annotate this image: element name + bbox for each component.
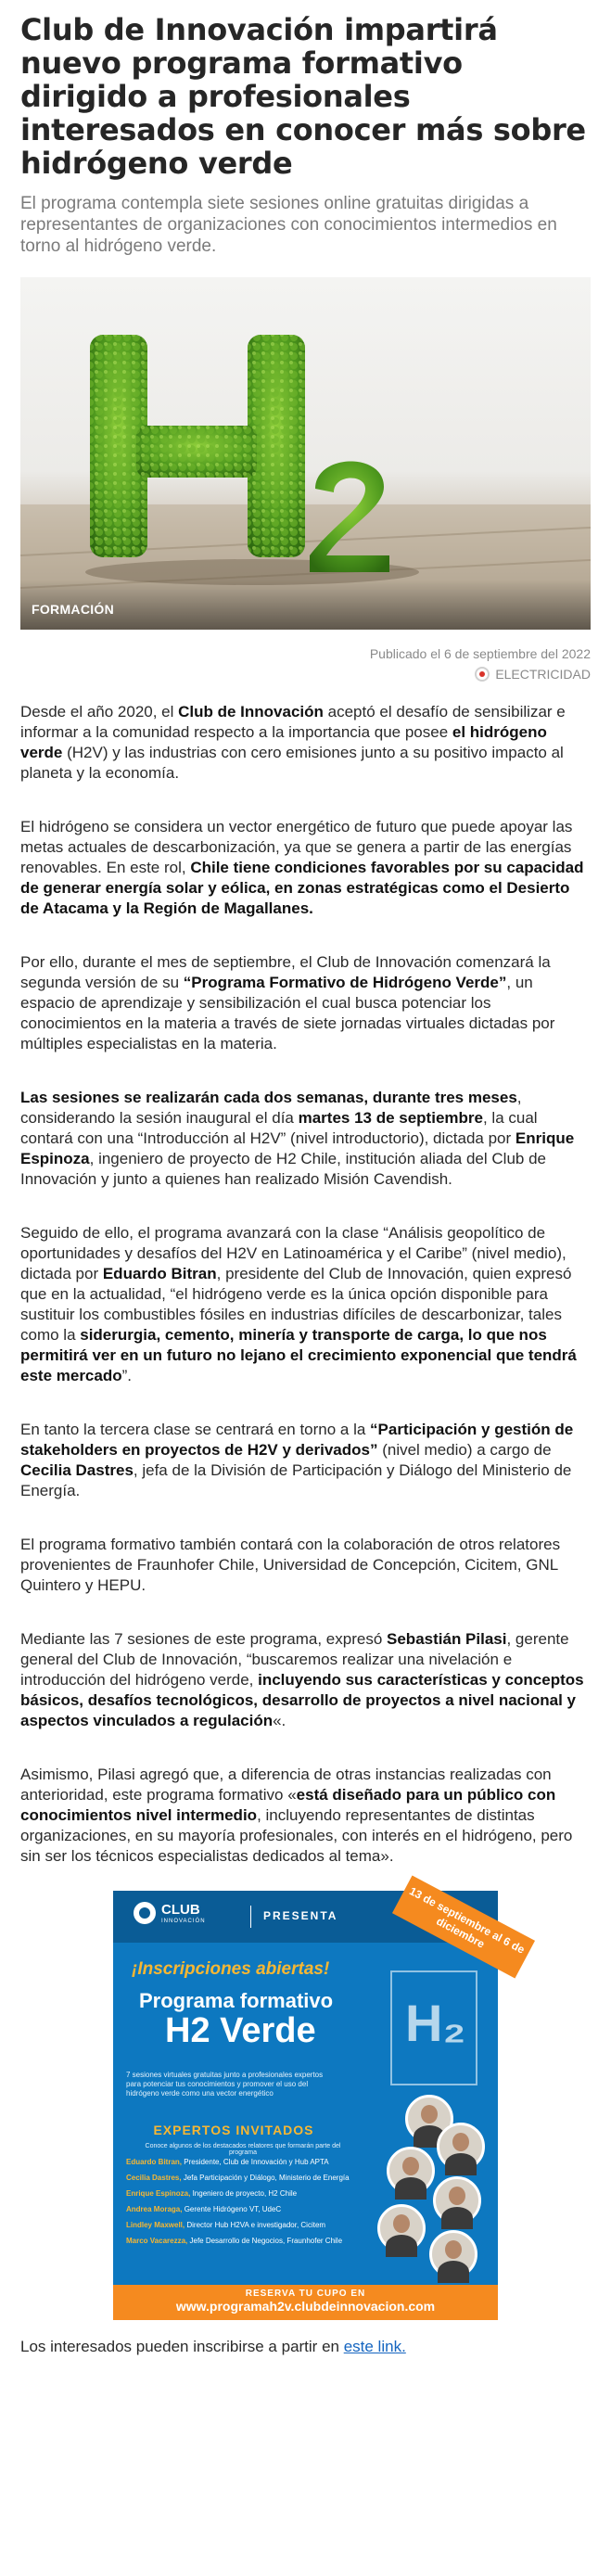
article-lead: El programa contempla siete sesiones online gratuitas dirigidas a representantes de organizaciones con conocimientos intermedios en torno al hidrógeno verde. <box>20 194 557 256</box>
category-link[interactable] <box>475 665 591 683</box>
poster-inscripciones: ¡Inscripciones abiertas! <box>132 1959 330 1979</box>
poster-experts-subtitle: Conoce algunos de los destacados relatores que formarán parte del programa <box>145 2143 341 2156</box>
expert-item: Cecilia Dastres, Jefa Participación y Diálogo, Ministerio de Energía <box>126 2174 350 2182</box>
poster-description: 7 sesiones virtuales gratuitas junto a profesionales expertos para potenciar tus conocimientos y promover el uso del hidrógeno verde como una vector energético <box>126 2071 324 2098</box>
expert-item: Andrea Moraga, Gerente Hidrógeno VT, UdeC <box>126 2205 282 2213</box>
expert-item: Marco Vacarezza, Jefe Desarrollo de Negocios, Fraunhofer Chile <box>126 2237 343 2245</box>
paragraph-2: El hidrógeno se considera un vector energético de futuro que puede apoyar las metas actuales de descarbonización, ya que se genera a partir de las energías renovables. En este rol, Chile tiene condiciones favorables por su capacidad de generar energía solar y eólica, en zonas estratégicas como el Desierto de Atacama y la Región de Magallanes. <box>20 818 584 917</box>
poster-url: www.programah2v.clubdeinnovacion.com <box>175 2299 436 2314</box>
hydrogen-leaf-icon <box>20 277 591 630</box>
poster-date-ribbon: 13 de septiembre al 6 de diciembre <box>392 1875 535 1978</box>
poster-presenta: PRESENTA <box>263 1909 338 1922</box>
club-logo: CLUB INNOVACIÓN <box>134 1902 206 1924</box>
paragraph-1: Desde el año 2020, el Club de Innovación aceptó el desafío de sensibilizar e informar a la comunidad respecto a la importancia que posee el hidrógeno verde (H2V) y las industrias con cero emisiones junto a su positivo impacto al planeta y la economía. <box>20 703 566 782</box>
expert-item: Lindley Maxwell, Director Hub H2VA e investigador, Cicitem <box>126 2221 326 2229</box>
poster-h2-verde: H2 Verde <box>165 2011 316 2050</box>
category-label: ELECTRICIDAD <box>495 667 591 682</box>
expert-photo <box>437 2123 485 2171</box>
club-logo-icon <box>134 1902 156 1924</box>
poster-program-label: Programa formativo <box>139 1989 334 2012</box>
expert-item: Enrique Espinoza, Ingeniero de proyecto, H2 Chile <box>126 2189 298 2198</box>
poster-cta <box>113 2285 498 2320</box>
lightning-category-icon <box>475 667 490 682</box>
hero-image <box>20 277 591 630</box>
paragraph-9: Asimismo, Pilasi agregó que, a diferencia de otras instancias realizadas con anterioridad, este programa formativo «está diseñado para un público con conocimientos nivel intermedio, incluyendo representantes de distintas organizaciones, en su mayoría profesionales, con interés en el hidrógeno, pero sin ser los técnicos especialistas dedicados al tema». <box>20 1766 573 1865</box>
paragraph-3: Por ello, durante el mes de septiembre, el Club de Innovación comenzará la segunda versión de su “Programa Formativo de Hidrógeno Verde”, un espacio de aprendizaje y sensibilización el cual busca potenciar los conocimientos en la materia a través de siete jornadas virtuales dictadas por múltiples especialistas en la materia. <box>20 953 555 1052</box>
poster-experts-list <box>126 2154 358 2249</box>
poster-experts-title: EXPERTOS INVITADOS <box>153 2123 314 2137</box>
article-body <box>20 702 591 1867</box>
hero-category-overlay <box>20 580 591 630</box>
h2-element-icon: H₂ <box>390 1970 477 2085</box>
paragraph-8: Mediante las 7 sesiones de este programa, expresó Sebastián Pilasi, gerente general del Club de Innovación, “buscaremos realizar una nivelación e introducción del hidrógeno verde, incluyendo sus características y conceptos básicos, desafíos tecnológicos, desarrollo de proyectos a nivel nacional y aspectos vinculados a regulación«. <box>20 1630 584 1729</box>
hero-category-tag[interactable]: FORMACIÓN <box>32 602 115 617</box>
expert-item: Eduardo Bitran, Presidente, Club de Innovación y Hub APTA <box>126 2158 329 2166</box>
expert-photos <box>368 2095 489 2280</box>
expert-photo <box>387 2147 435 2195</box>
poster-reserva: RESERVA TU CUPO EN <box>245 2289 366 2299</box>
article-title: Club de Innovación impartirá nuevo programa formativo dirigido a profesionales interesados en conocer más sobre hidrógeno verde <box>20 12 586 181</box>
paragraph-7: El programa formativo también contará con la colaboración de otros relatores provenientes de Fraunhofer Chile, Universidad de Concepción, Cicitem, GNL Quintero y HEPU. <box>20 1536 561 1594</box>
expert-photo <box>429 2230 477 2278</box>
publish-date: Publicado el 6 de septiembre del 2022 <box>369 646 591 661</box>
paragraph-4: Las sesiones se realizarán cada dos semanas, durante tres meses, considerando la sesión inaugural el día martes 13 de septiembre, la cual contará con una “Introducción al H2V” (nivel introductorio), dictada por Enrique Espinoza, ingeniero de proyecto de H2 Chile, institución aliada del Club de Innovación y junto a quienes han realizado Misión Cavendish. <box>20 1089 575 1188</box>
registration-note: Los interesados pueden inscribirse a partir en este link. <box>20 2338 406 2355</box>
paragraph-5: Seguido de ello, el programa avanzará con la clase “Análisis geopolítico de oportunidades y desafíos del H2V en Latinoamérica y el Caribe” (nivel medio), dictada por Eduardo Bitran, presidente del Club de Innovación, quien expresó que en la actualidad, “el hidrógeno verde es la única opción disponible para sustituir los combustibles fósiles en industrias difíciles de descarbonizar, tales como la siderurgia, cemento, minería y transporte de carga, lo que nos permitirá ver en un futuro no lejano el crecimiento exponencial que tendrá este mercado”. <box>20 1224 577 1384</box>
program-poster <box>113 1884 528 2320</box>
article-meta <box>20 644 591 683</box>
paragraph-6: En tanto la tercera clase se centrará en torno a la “Participación y gestión de stakeholders en proyectos de H2V y derivados” (nivel medio) a cargo de Cecilia Dastres, jefa de la División de Participación y Diálogo del Ministerio de Energía. <box>20 1421 574 1499</box>
expert-photo <box>433 2176 481 2225</box>
logo-divider <box>250 1906 251 1928</box>
expert-photo <box>377 2204 426 2252</box>
registration-link[interactable]: este link. <box>343 2338 406 2355</box>
